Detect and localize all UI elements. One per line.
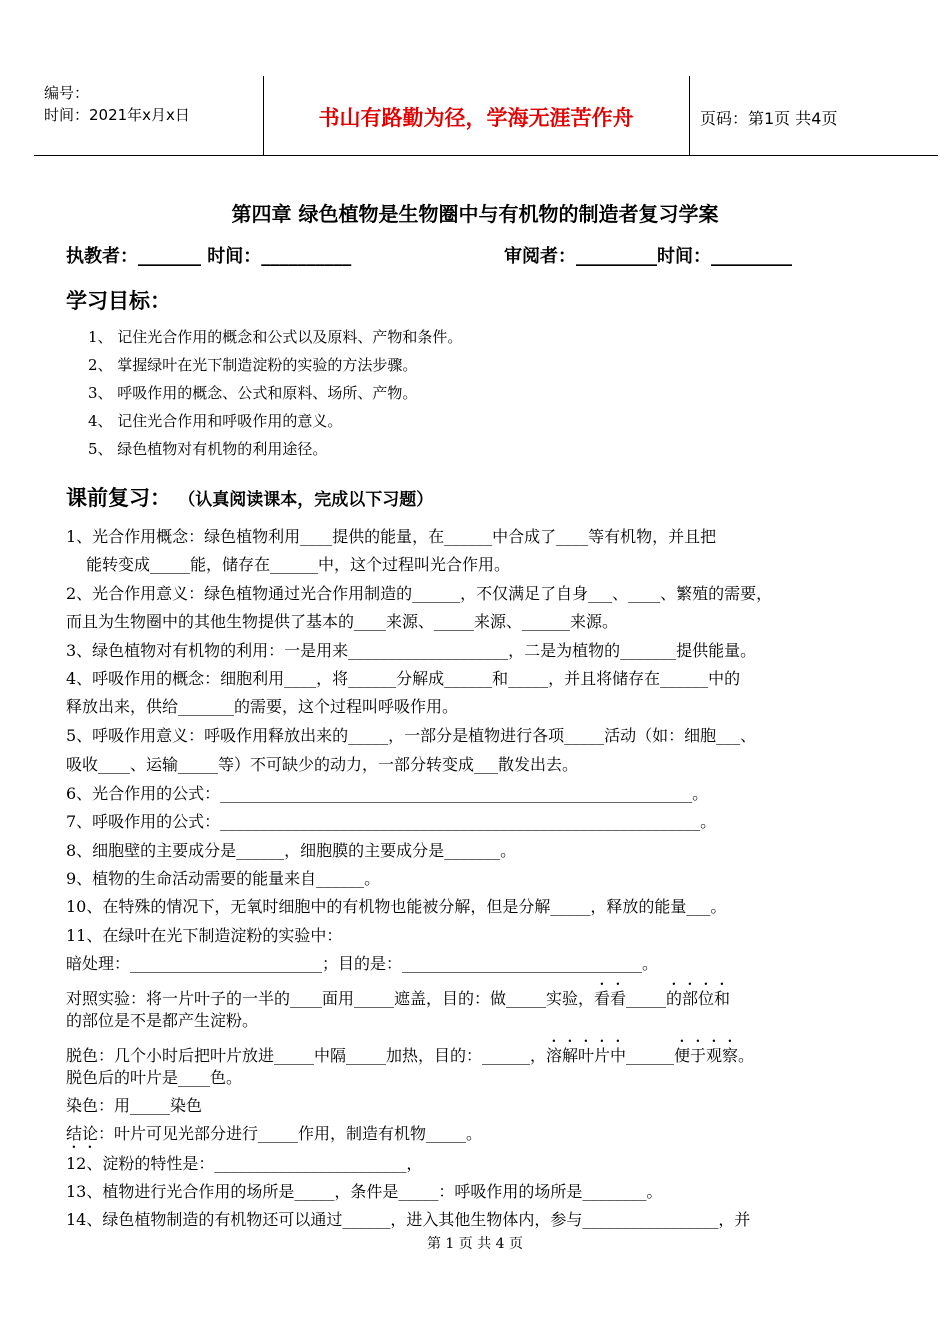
motto: 书山有路勤为径，学海无涯苦作舟: [318, 106, 634, 130]
review-heading: [66, 482, 433, 512]
review-heading-label: 课前复习：: [66, 486, 171, 510]
question-line: 6、光合作用的公式：___________________________________________________________。: [66, 784, 709, 803]
question-line: 释放出来，供给_______的需要，这个过程叫呼吸作用。: [66, 697, 459, 716]
question-line: 3、绿色植物对有机物的利用：一是用来____________________，二是为植物的_______提供能量。: [66, 641, 757, 660]
question-line: 而且为生物圈中的其他生物提供了基本的____来源、_____来源、______来源。: [66, 612, 619, 631]
question-line: 10、在特殊的情况下，无氧时细胞中的有机物也能被分解，但是分解_____，释放的能量___。: [66, 897, 727, 916]
question-line: 14、绿色植物制造的有机物还可以通过______，进入其他生物体内，参与_________________，并: [66, 1210, 751, 1229]
question-line: 13、植物进行光合作用的场所是_____，条件是_____：呼吸作用的场所是________。: [66, 1182, 663, 1201]
question-text: 脱色：几个小时后把叶片放进_____中隔_____加热，目的：______，: [66, 1046, 547, 1065]
question-line: 染色：用_____染色: [66, 1096, 203, 1115]
goal-item: 5、 绿色植物对有机物的利用途径。: [88, 440, 328, 458]
page-number: 页码：第1页 共4页: [700, 109, 838, 128]
punctuation: 。: [738, 1046, 755, 1065]
reviewer-sign: 审阅者：_________时间：_________: [504, 246, 792, 267]
question-line: 7、呼吸作用的公式：____________________________________________________________。: [66, 812, 717, 831]
goal-item: 3、 呼吸作用的概念、公式和原料、场所、产物。: [88, 384, 418, 402]
header-divider: [689, 76, 690, 155]
question-line: 11、在绿叶在光下制造淀粉的实验中：: [66, 926, 343, 945]
question-line: 2、光合作用意义：绿色植物通过光合作用制造的______，不仅满足了自身___、____、繁殖的需要，: [66, 584, 773, 603]
emphasized-text: 溶解叶片中: [546, 1046, 627, 1065]
question-text: 对照实验：将一片叶子的一半的____面用_____遮盖，目的：做_____实验，: [66, 989, 595, 1008]
question-line: 能转变成_____能，储存在______中，这个过程叫光合作用。: [86, 555, 511, 574]
question-line: 1、光合作用概念：绿色植物利用____提供的能量，在______中合成了____等有机物，并且把: [66, 527, 717, 546]
question-line: 5、呼吸作用意义：呼吸作用释放出来的_____，一部分是植物进行各项_____活动（如：细胞___、: [66, 726, 757, 745]
header-table: [34, 76, 938, 156]
goals-heading: 学习目标：: [66, 289, 171, 313]
emphasized-text: 看看: [594, 989, 627, 1008]
question-line: 9、植物的生命活动需要的能量来自______。: [66, 869, 381, 888]
question-text: 叶片可见光部分进行_____作用，制造有机物_____。: [114, 1124, 483, 1143]
question-line: 8、细胞壁的主要成分是______，细胞膜的主要成分是_______。: [66, 841, 517, 860]
emphasized-text: 便于观察: [674, 1046, 739, 1065]
header-info: [44, 82, 190, 126]
page-footer: 第 1 页 共 4 页: [426, 1236, 524, 1252]
question-line: [66, 1121, 482, 1152]
question-line: 脱色后的叶片是____色。: [66, 1068, 243, 1087]
number-label: 编号：: [44, 84, 90, 102]
goal-item: 2、 掌握绿叶在光下制造淀粉的实验的方法步骤。: [88, 356, 418, 374]
emphasized-text: 的部位和: [666, 989, 731, 1008]
review-instruction: （认真阅读课本，完成以下习题）: [178, 490, 434, 510]
question-line: 吸收____、运输_____等）不可缺少的动力，一部分转变成___散发出去。: [66, 755, 579, 774]
question-line: 12、淀粉的特性是：________________________，: [66, 1154, 423, 1173]
question-line: 4、呼吸作用的概念：细胞利用____，将______分解成______和_____，并且将储存在______中的: [66, 669, 741, 688]
document-title: 第四章 绿色植物是生物圈中与有机物的制造者复习学案: [231, 202, 719, 226]
goal-item: 4、 记住光合作用和呼吸作用的意义。: [88, 412, 343, 430]
question-line: 暗处理：________________________；目的是：______________________________。: [66, 954, 659, 973]
blank: _____: [626, 989, 667, 1008]
question-line: [66, 980, 730, 1009]
emphasized-text: 结论：: [66, 1124, 115, 1143]
goal-item: 1、 记住光合作用的概念和公式以及原料、产物和条件。: [88, 328, 463, 346]
blank: ______: [626, 1046, 675, 1065]
question-line: [66, 1037, 754, 1066]
question-line: 的部位是不是都产生淀粉。: [66, 1011, 259, 1030]
teacher-sign: 执教者：_______ 时间：__________: [66, 246, 352, 267]
time-label: 时间：2021年x月x日: [44, 106, 190, 124]
